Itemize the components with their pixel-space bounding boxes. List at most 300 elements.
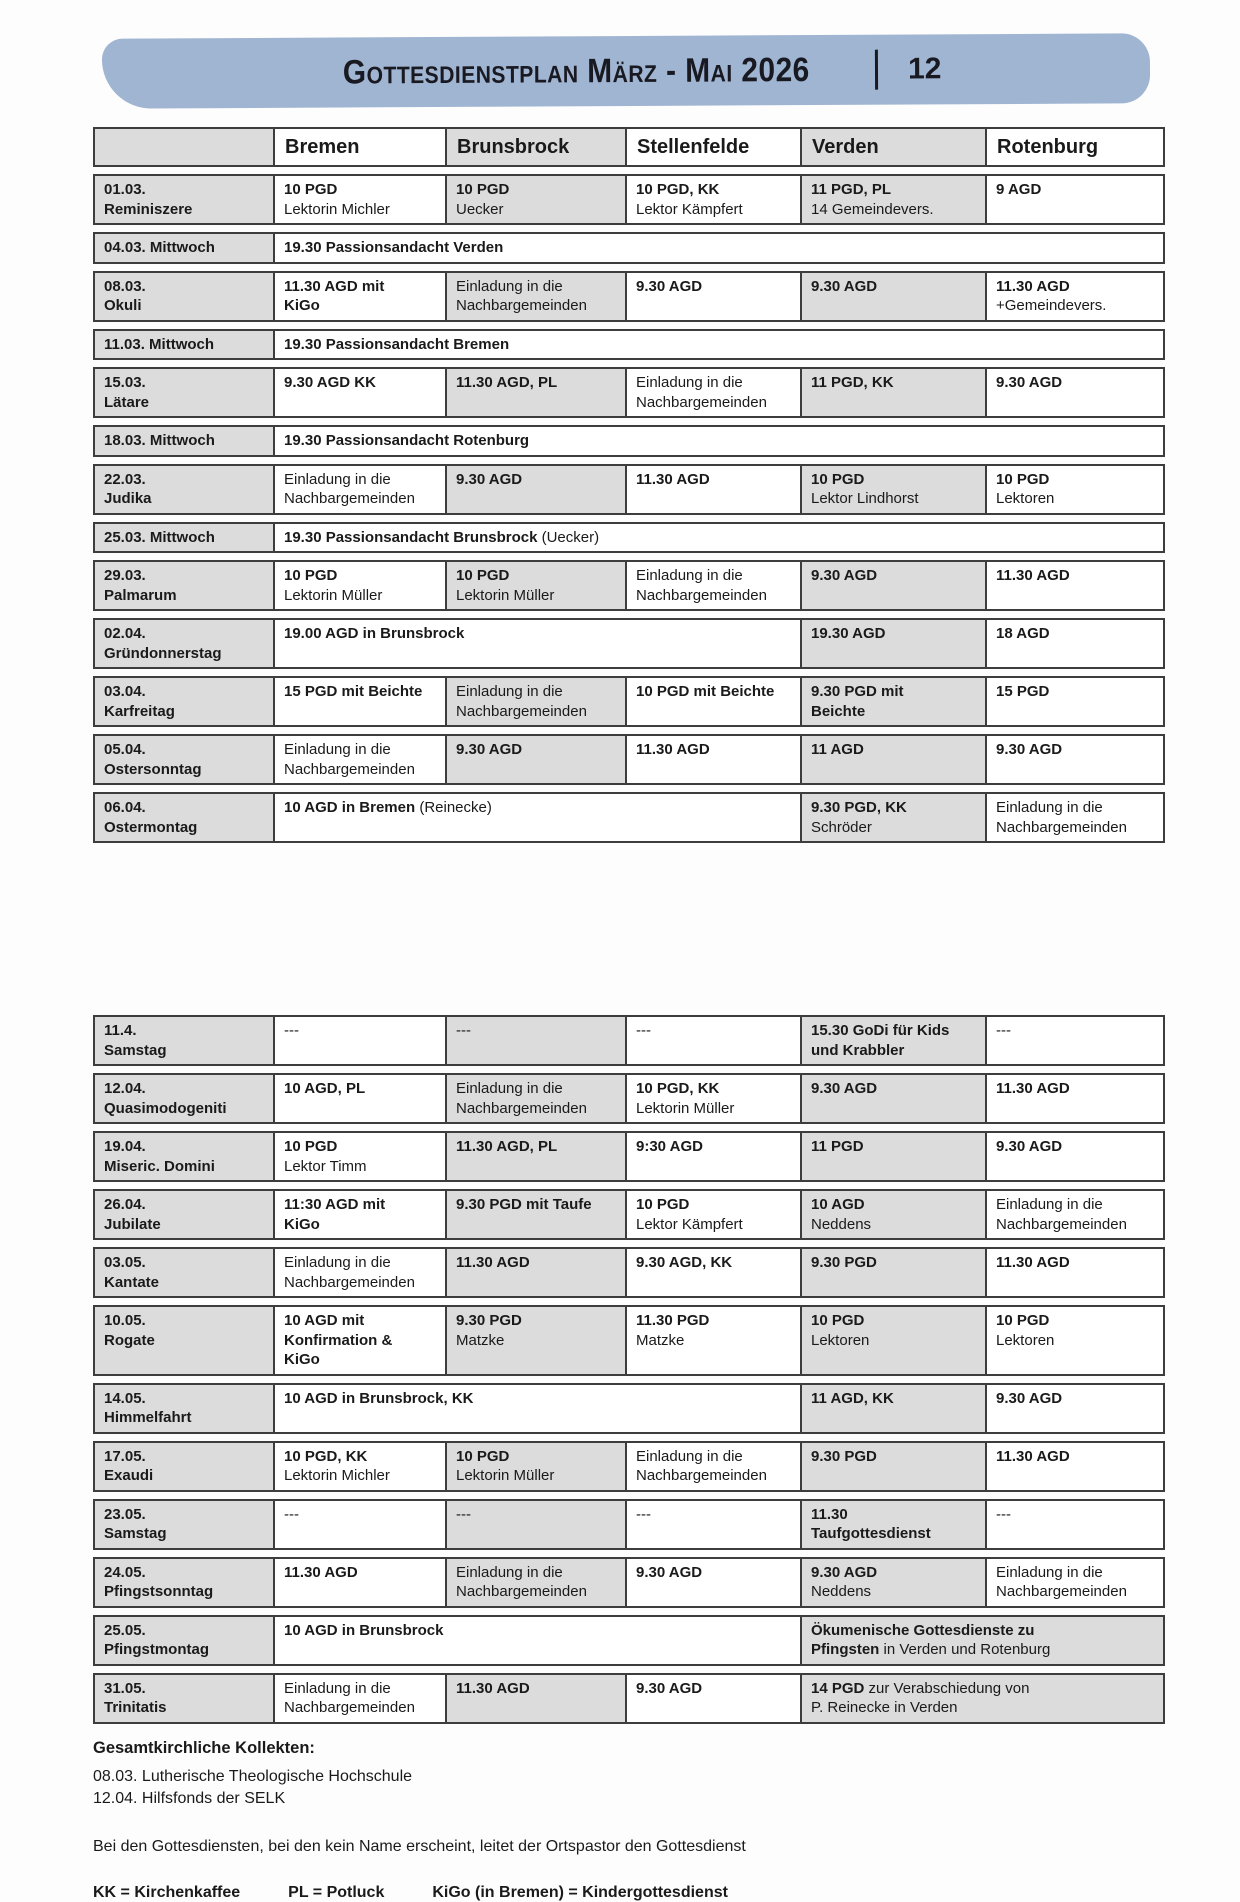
schedule-cell — [445, 676, 625, 727]
date-text: Palmarum — [104, 586, 177, 604]
schedule-cell — [273, 1305, 445, 1376]
date-text: Exaudi — [104, 1467, 154, 1484]
cell-text: 11.30 AGD — [996, 277, 1070, 295]
cell-text: Einladung in die — [456, 277, 563, 295]
cell-text: Pfingsten — [811, 1641, 880, 1658]
cell-text: 11 PGD — [811, 1138, 864, 1155]
schedule-row — [93, 1073, 1165, 1124]
schedule-cell — [625, 676, 800, 727]
cell-text: Lektoren — [996, 490, 1055, 507]
date-cell — [93, 1015, 273, 1066]
cell-text: 9.30 AGD — [996, 741, 1063, 758]
date-text: 03.05. — [104, 1254, 146, 1271]
cell-text: 10 PGD — [284, 567, 338, 584]
schedule-cell — [445, 1189, 625, 1240]
schedule-cell — [273, 522, 1165, 554]
header-row — [93, 127, 1165, 167]
schedule-cell — [985, 1015, 1165, 1066]
date-text: Samstag — [104, 1525, 167, 1542]
schedule-cell — [800, 1073, 985, 1124]
date-cell — [93, 1073, 273, 1124]
schedule-cell — [273, 464, 445, 515]
column-header-stellenfelde: Stellenfelde — [625, 127, 800, 167]
schedule-tables — [0, 120, 1240, 1731]
cell-text: 10 PGD — [636, 1196, 690, 1213]
cell-text: Nachbargemeinden — [284, 1699, 415, 1716]
date-text: 17.05. — [104, 1447, 146, 1465]
cell-text: 10 PGD, KK — [636, 1080, 720, 1097]
schedule-cell — [985, 1247, 1165, 1298]
schedule-cell — [625, 1441, 800, 1492]
schedule-cell — [985, 174, 1165, 225]
schedule-row — [93, 1305, 1165, 1376]
date-text: Gründonnerstag — [104, 644, 222, 662]
schedule-cell — [445, 1441, 625, 1492]
cell-text: Nachbargemeinden — [284, 490, 415, 507]
cell-text: Einladung in die — [996, 799, 1103, 816]
schedule-cell — [273, 1247, 445, 1298]
date-text: Jubilate — [104, 1215, 161, 1233]
date-text: 23.05. — [104, 1505, 146, 1523]
cell-text: 11:30 AGD mit — [284, 1196, 386, 1213]
schedule-cell — [985, 1305, 1165, 1376]
cell-text: 9:30 AGD — [636, 1138, 703, 1155]
schedule-cell — [625, 174, 800, 225]
schedule-cell — [273, 425, 1165, 457]
page-banner — [102, 33, 1150, 108]
cell-text: 11 AGD — [811, 741, 864, 758]
cell-text: 9.30 AGD — [996, 374, 1063, 391]
cell-text: 9.30 AGD — [811, 277, 878, 295]
schedule-cell — [273, 1131, 445, 1182]
cell-text: 10 PGD — [456, 181, 510, 198]
schedule-cell — [445, 1499, 625, 1550]
date-text: 18.03. Mittwoch — [104, 432, 215, 449]
schedule-cell — [985, 1131, 1165, 1182]
schedule-cell — [625, 1131, 800, 1182]
schedule-cell — [445, 1131, 625, 1182]
schedule-cell — [273, 232, 1165, 264]
schedule-cell — [445, 174, 625, 225]
date-text: 01.03. — [104, 181, 146, 198]
cell-text: 15.30 GoDi für Kids — [811, 1022, 950, 1039]
cell-text: 10 PGD — [996, 470, 1050, 488]
schedule-cell — [445, 1073, 625, 1124]
schedule-cell — [800, 560, 985, 611]
date-text: 08.03. — [104, 277, 146, 295]
cell-text: 9.30 PGD — [811, 1447, 877, 1465]
schedule-cell — [800, 1015, 985, 1066]
schedule-cell — [445, 1673, 625, 1724]
legend-item-kk: KK = Kirchenkaffee — [93, 1883, 241, 1901]
date-text: 10.05. — [104, 1312, 146, 1329]
cell-text: Matzke — [636, 1331, 685, 1349]
cell-text: 11 PGD, KK — [811, 374, 894, 391]
cell-text: P. Reinecke in Verden — [811, 1699, 958, 1716]
date-text: 14.05. — [104, 1389, 146, 1407]
date-cell — [93, 1131, 273, 1182]
cell-text: Lektorin Müller — [284, 586, 383, 604]
date-text: Quasimodogeniti — [104, 1099, 227, 1117]
schedule-cell — [985, 560, 1165, 611]
date-text: 02.04. — [104, 625, 146, 642]
cell-text: 9.30 AGD — [456, 470, 523, 488]
cell-text: Lektor Kämpfert — [636, 200, 743, 218]
cell-text: --- — [996, 1022, 1011, 1039]
schedule-cell — [445, 734, 625, 785]
schedule-row — [93, 174, 1165, 225]
cell-text: 10 PGD — [811, 470, 865, 488]
cell-text: 10 PGD — [284, 1138, 338, 1155]
cell-text: 11.30 AGD — [996, 567, 1070, 584]
date-cell — [93, 425, 273, 457]
schedule-cell — [273, 1189, 445, 1240]
schedule-cell — [625, 734, 800, 785]
date-text: Pfingstsonntag — [104, 1583, 214, 1600]
cell-text: 11.30 PGD — [636, 1312, 710, 1329]
cell-text: 9 AGD — [996, 181, 1042, 198]
schedule-row — [93, 1383, 1165, 1434]
cell-text: 11 PGD, PL — [811, 181, 892, 198]
date-text: 15.03. — [104, 374, 146, 391]
cell-text: 15 PGD — [996, 683, 1050, 700]
schedule-cell — [985, 1073, 1165, 1124]
schedule-cell — [800, 174, 985, 225]
cell-text: 9.30 AGD — [996, 1138, 1063, 1155]
cell-text: 19.30 Passionsandacht Bremen — [284, 335, 510, 353]
cell-text: 10 AGD in Bremen — [284, 799, 420, 816]
cell-text: KiGo — [284, 297, 320, 314]
schedule-cell — [800, 1557, 985, 1608]
cell-text: Einladung in die — [284, 741, 391, 758]
page-title: Gottesdienstplan März - Mai 2026 — [342, 50, 810, 91]
schedule-cell — [985, 367, 1165, 418]
schedule-row — [93, 464, 1165, 515]
cell-text: Einladung in die — [996, 1563, 1103, 1581]
cell-text: 19.30 AGD — [811, 625, 886, 642]
schedule-cell — [445, 367, 625, 418]
cell-text: Neddens — [811, 1215, 872, 1233]
date-cell — [93, 271, 273, 322]
schedule-cell — [985, 618, 1165, 669]
date-text: 31.05. — [104, 1679, 146, 1697]
schedule-cell — [273, 1015, 445, 1066]
cell-text: 9.30 AGD KK — [284, 374, 376, 391]
schedule-row — [93, 560, 1165, 611]
date-cell — [93, 522, 273, 554]
cell-text: Lektorin Michler — [284, 200, 390, 218]
service-schedule-table-1 — [93, 120, 1165, 850]
cell-text: 11.30 AGD — [456, 1679, 530, 1697]
date-cell — [93, 792, 273, 843]
cell-text: 11.30 AGD — [636, 741, 710, 758]
cell-text: 18 AGD — [996, 625, 1050, 642]
schedule-cell — [985, 1189, 1165, 1240]
date-text: Judika — [104, 490, 152, 507]
date-text: Pfingstmontag — [104, 1641, 209, 1658]
schedule-row — [93, 1015, 1165, 1066]
schedule-cell — [800, 1189, 985, 1240]
schedule-cell — [800, 1673, 1165, 1724]
date-cell — [93, 1499, 273, 1550]
schedule-cell — [273, 1615, 800, 1666]
date-text: 11.03. Mittwoch — [104, 335, 215, 353]
cell-text: 11.30 AGD, PL — [456, 1138, 558, 1155]
cell-text: Nachbargemeinden — [456, 1099, 587, 1117]
schedule-cell — [625, 1073, 800, 1124]
schedule-row — [93, 618, 1165, 669]
cell-text: Einladung in die — [456, 1080, 563, 1097]
cell-text: Lektor Kämpfert — [636, 1215, 743, 1233]
schedule-cell — [445, 1557, 625, 1608]
schedule-cell — [800, 367, 985, 418]
service-schedule-table-2 — [93, 1008, 1165, 1731]
cell-text: 9.30 AGD — [811, 567, 878, 584]
cell-text: 9.30 AGD — [811, 1080, 878, 1097]
cell-text: Konfirmation & — [284, 1331, 393, 1349]
schedule-row — [93, 1615, 1165, 1666]
schedule-cell — [800, 1615, 1165, 1666]
date-cell — [93, 1615, 273, 1666]
cell-text: Uecker — [456, 200, 504, 218]
cell-text: Lektorin Müller — [456, 586, 555, 604]
cell-text: Lektor Lindhorst — [811, 490, 919, 507]
cell-text: 11.30 AGD — [996, 1447, 1070, 1465]
schedule-row — [93, 1557, 1165, 1608]
schedule-row — [93, 232, 1165, 264]
cell-text: (Uecker) — [541, 528, 600, 546]
date-cell — [93, 329, 273, 361]
cell-text: Beichte — [811, 702, 866, 720]
cell-text: 11.30 AGD — [996, 1080, 1070, 1097]
date-cell — [93, 560, 273, 611]
date-cell — [93, 464, 273, 515]
cell-text: Einladung in die — [456, 683, 563, 700]
schedule-row — [93, 792, 1165, 843]
date-text: 25.03. Mittwoch — [104, 528, 215, 546]
cell-text: 14 Gemeindevers. — [811, 200, 934, 218]
date-text: 24.05. — [104, 1563, 146, 1581]
page-footer — [93, 1739, 1165, 1902]
cell-text: 10 PGD — [811, 1312, 865, 1329]
date-text: Samstag — [104, 1041, 167, 1059]
cell-text: Nachbargemeinden — [284, 1273, 415, 1291]
schedule-cell — [445, 560, 625, 611]
cell-text: 19.30 Passionsandacht Brunsbrock — [284, 528, 542, 546]
schedule-cell — [625, 1305, 800, 1376]
cell-text: 11.30 AGD — [456, 1254, 530, 1271]
cell-text: Einladung in die — [636, 374, 743, 391]
schedule-row — [93, 367, 1165, 418]
schedule-cell — [800, 676, 985, 727]
cell-text: Einladung in die — [996, 1196, 1103, 1213]
cell-text: --- — [636, 1022, 651, 1039]
date-text: 12.04. — [104, 1080, 146, 1097]
cell-text: 10 PGD, KK — [636, 181, 720, 198]
date-text: 06.04. — [104, 799, 146, 816]
date-cell — [93, 1673, 273, 1724]
date-text: Karfreitag — [104, 702, 175, 720]
schedule-cell — [985, 676, 1165, 727]
date-cell — [93, 1383, 273, 1434]
schedule-cell — [800, 618, 985, 669]
cell-text: +Gemeindevers. — [996, 297, 1107, 314]
cell-text: Nachbargemeinden — [636, 1467, 767, 1484]
cell-text: 11.30 AGD mit — [284, 277, 385, 295]
cell-text: Lektor Timm — [284, 1157, 367, 1175]
schedule-cell — [445, 271, 625, 322]
cell-text: 9.30 AGD — [996, 1389, 1063, 1407]
cell-text: --- — [456, 1022, 471, 1039]
page-number: 12 — [907, 52, 942, 86]
cell-text: Lektorin Müller — [636, 1099, 735, 1117]
date-cell — [93, 1247, 273, 1298]
banner-divider — [875, 50, 878, 90]
cell-text: Lektoren — [811, 1331, 870, 1349]
cell-text: 11.30 AGD — [636, 470, 710, 488]
schedule-cell — [625, 1247, 800, 1298]
kollekten-item: 12.04. Hilfsfonds der SELK — [93, 1789, 286, 1807]
cell-text: Einladung in die — [456, 1563, 563, 1581]
schedule-row — [93, 1247, 1165, 1298]
schedule-row — [93, 676, 1165, 727]
schedule-cell — [273, 618, 800, 669]
schedule-cell — [800, 1499, 985, 1550]
schedule-row — [93, 1441, 1165, 1492]
schedule-cell — [985, 271, 1165, 322]
cell-text: Lektorin Michler — [284, 1467, 390, 1484]
cell-text: 10 PGD — [284, 181, 338, 198]
schedule-row — [93, 425, 1165, 457]
cell-text: 9.30 AGD — [636, 1679, 703, 1697]
cell-text: zur Verabschiedung von — [864, 1679, 1030, 1697]
cell-text: Nachbargemeinden — [456, 297, 587, 314]
cell-text: 10 PGD — [996, 1312, 1050, 1329]
cell-text: 10 AGD in Brunsbrock, KK — [284, 1389, 474, 1407]
date-text: 26.04. — [104, 1196, 146, 1213]
date-text: Kantate — [104, 1273, 160, 1291]
schedule-cell — [445, 1247, 625, 1298]
legend-item-kigo: KiGo (in Bremen) = Kindergottesdienst — [432, 1883, 728, 1901]
date-text: Rogate — [104, 1331, 155, 1349]
schedule-cell — [625, 1189, 800, 1240]
schedule-cell — [273, 1557, 445, 1608]
schedule-cell — [445, 1015, 625, 1066]
schedule-cell — [273, 676, 445, 727]
cell-text: 10 PGD — [456, 1447, 510, 1465]
cell-text: Einladung in die — [636, 567, 743, 584]
cell-text: Nachbargemeinden — [996, 818, 1127, 836]
cell-text: 10 PGD, KK — [284, 1447, 368, 1465]
cell-text: 14 PGD — [811, 1679, 865, 1697]
schedule-cell — [273, 1673, 445, 1724]
date-text: Ostersonntag — [104, 760, 202, 778]
date-cell — [93, 232, 273, 264]
date-text: Reminiszere — [104, 200, 193, 218]
schedule-cell — [625, 367, 800, 418]
cell-text: 10 PGD mit Beichte — [636, 683, 775, 700]
schedule-row — [93, 1131, 1165, 1182]
date-text: Trinitatis — [104, 1699, 167, 1716]
cell-text: 9.30 AGD — [811, 1563, 878, 1581]
cell-text: 10 AGD — [811, 1196, 865, 1213]
date-text: 29.03. — [104, 567, 146, 584]
cell-text: 9.30 AGD — [456, 741, 523, 758]
cell-text: in Verden und Rotenburg — [879, 1641, 1051, 1658]
schedule-cell — [273, 1073, 445, 1124]
date-text: 19.04. — [104, 1138, 146, 1155]
cell-text: Nachbargemeinden — [996, 1583, 1127, 1600]
schedule-cell — [800, 464, 985, 515]
cell-text: Nachbargemeinden — [636, 586, 767, 604]
cell-text: KiGo — [284, 1351, 320, 1368]
cell-text: 10 AGD in Brunsbrock — [284, 1621, 444, 1639]
date-cell — [93, 367, 273, 418]
date-cell — [93, 618, 273, 669]
date-text: Lätare — [104, 393, 150, 411]
schedule-cell — [273, 1383, 800, 1434]
date-text: 11.4. — [104, 1022, 137, 1039]
cell-text: Lektorin Müller — [456, 1467, 555, 1484]
schedule-cell — [800, 1441, 985, 1492]
schedule-row — [93, 1499, 1165, 1550]
cell-text: Einladung in die — [636, 1447, 743, 1465]
schedule-cell — [985, 1441, 1165, 1492]
cell-text: Einladung in die — [284, 1679, 391, 1697]
cell-text: Nachbargemeinden — [456, 702, 587, 720]
date-text: Miseric. Domini — [104, 1157, 215, 1175]
cell-text: Einladung in die — [284, 1254, 391, 1271]
legend-item-pl: PL = Potluck — [288, 1883, 385, 1901]
schedule-cell — [273, 1499, 445, 1550]
date-cell — [93, 174, 273, 225]
cell-text: Ökumenische Gottesdienste zu — [811, 1621, 1035, 1639]
cell-text: 15 PGD mit Beichte — [284, 683, 423, 700]
cell-text: 9.30 PGD mit Taufe — [456, 1196, 592, 1213]
schedule-cell — [985, 1383, 1165, 1434]
schedule-cell — [985, 792, 1165, 843]
cell-text: Taufgottesdienst — [811, 1525, 931, 1542]
cell-text: --- — [996, 1505, 1011, 1523]
cell-text: und Krabbler — [811, 1041, 905, 1059]
cell-text: 9.30 PGD, KK — [811, 799, 907, 816]
cell-text: Nachbargemeinden — [996, 1215, 1127, 1233]
cell-text: Einladung in die — [284, 470, 391, 488]
cell-text: (Reinecke) — [419, 799, 492, 816]
schedule-row — [93, 271, 1165, 322]
date-cell — [93, 1305, 273, 1376]
date-text: 05.04. — [104, 741, 146, 758]
cell-text: Lektoren — [996, 1331, 1055, 1349]
schedule-cell — [625, 1499, 800, 1550]
cell-text: 19.30 Passionsandacht Rotenburg — [284, 432, 530, 449]
schedule-cell — [985, 1557, 1165, 1608]
cell-text: Matzke — [456, 1331, 505, 1349]
cell-text: 9.30 AGD — [636, 1563, 703, 1581]
schedule-cell — [273, 1441, 445, 1492]
schedule-cell — [800, 271, 985, 322]
cell-text: --- — [636, 1505, 651, 1523]
cell-text: --- — [284, 1022, 299, 1039]
pastor-note: Bei den Gottesdiensten, bei den kein Name erscheint, leitet der Ortspastor den Gottesdienst — [93, 1837, 746, 1855]
column-header-empty — [93, 127, 273, 167]
date-cell — [93, 1441, 273, 1492]
schedule-cell — [273, 792, 800, 843]
schedule-cell — [625, 1673, 800, 1724]
column-header-brunsbrock: Brunsbrock — [445, 127, 625, 167]
schedule-row — [93, 1189, 1165, 1240]
schedule-row — [93, 522, 1165, 554]
